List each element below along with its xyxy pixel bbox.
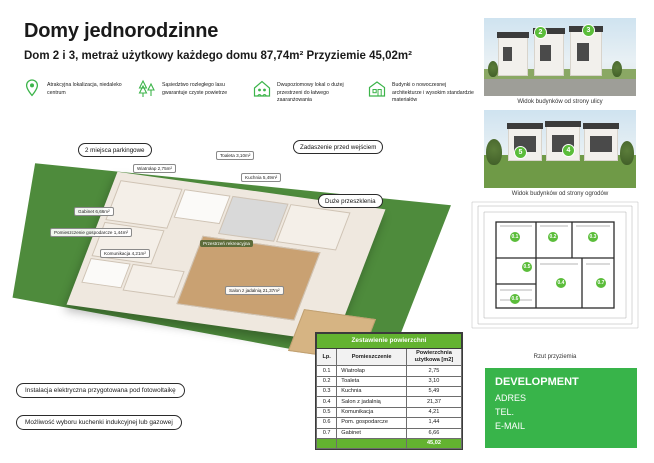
col-header-lp: Lp. bbox=[317, 349, 337, 366]
cell-lp: 0.4 bbox=[317, 397, 337, 407]
window bbox=[503, 47, 512, 61]
col-header-room: Pomieszczenie bbox=[337, 349, 407, 366]
forest-trees-icon bbox=[137, 78, 157, 100]
feature-label: Dwupoziomowy lokal o dużej przestrzeni do łatwego zaaranżowania bbox=[277, 82, 344, 104]
house-unit bbox=[498, 36, 528, 76]
tree bbox=[486, 139, 502, 165]
table-row bbox=[317, 428, 462, 438]
window bbox=[577, 43, 589, 61]
plan-marker: 0.4 bbox=[557, 280, 565, 286]
cell-room: Kuchnia bbox=[337, 387, 407, 397]
area-table bbox=[315, 332, 463, 450]
page-title: Domy jednorodzinne bbox=[24, 20, 219, 42]
cell-lp: 0.2 bbox=[317, 376, 337, 386]
house-unit bbox=[546, 125, 580, 161]
tree bbox=[612, 61, 622, 77]
render-photo-gardens bbox=[484, 110, 636, 188]
photo-caption-street: Widok budynków od strony ulicy bbox=[517, 99, 603, 105]
cell-area: 3,10 bbox=[406, 376, 461, 386]
plan-marker: 0.6 bbox=[511, 296, 519, 302]
plan-marker: 0.2 bbox=[549, 234, 557, 240]
room-komunikacja bbox=[123, 264, 185, 298]
room-tag-gabinet: Gabinet 6,66m² bbox=[74, 207, 114, 216]
roof bbox=[583, 123, 619, 129]
feature-item-two-level bbox=[252, 78, 359, 120]
table-row bbox=[317, 407, 462, 417]
cell-room: Komunikacja bbox=[337, 407, 407, 417]
feature-strip bbox=[22, 78, 474, 120]
roof bbox=[545, 121, 581, 127]
feature-item-modern-architecture bbox=[367, 78, 474, 120]
callout-entrance-canopy: Zadaszenie przed wejściem bbox=[293, 140, 383, 154]
cell-area: 4,21 bbox=[406, 407, 461, 417]
house-unit bbox=[584, 127, 618, 161]
cell-room: Pom. gospodarcze bbox=[337, 418, 407, 428]
room-salon-z-jadalnia bbox=[176, 236, 320, 321]
window bbox=[540, 45, 551, 61]
room-open-space bbox=[276, 204, 351, 250]
cell-room: Toaleta bbox=[337, 376, 407, 386]
table-row bbox=[317, 366, 462, 376]
callout-parking: 2 miejsca parkingowe bbox=[78, 143, 152, 157]
cell-lp: 0.7 bbox=[317, 428, 337, 438]
technical-plan-svg bbox=[470, 200, 640, 332]
house-people-icon bbox=[252, 78, 272, 100]
feature-item-location bbox=[22, 78, 129, 120]
room-toaleta bbox=[174, 189, 231, 224]
pill-pv-ready: Instalacja elektryczna przygotowana pod fotowoltaikę bbox=[16, 383, 185, 398]
developer-contact-box bbox=[485, 368, 637, 448]
table-row-total bbox=[317, 438, 462, 448]
cell-lp: 0.5 bbox=[317, 407, 337, 417]
area-table-title: Zestawienie powierzchni bbox=[317, 334, 462, 349]
roof bbox=[497, 32, 529, 38]
room-tag-komunikacja: Komunikacja 4,21m² bbox=[100, 249, 150, 258]
technical-floor-plan bbox=[470, 200, 640, 332]
total-spacer-1 bbox=[317, 438, 337, 448]
feature-label: Sąsiedztwo rozległego lasu gwarantuje czyste powietrze bbox=[162, 82, 228, 96]
building-marker: 5 bbox=[514, 146, 527, 159]
table-row bbox=[317, 397, 462, 407]
cell-area: 21,37 bbox=[406, 397, 461, 407]
plan-marker: 0.3 bbox=[589, 234, 597, 240]
technical-plan-caption: Rzut przyziemia bbox=[533, 354, 577, 360]
table-row bbox=[317, 376, 462, 386]
cell-lp: 0.1 bbox=[317, 366, 337, 376]
room-tag-kuchnia: Kuchnia 5,49m² bbox=[241, 173, 281, 182]
room-tag-wiatrolap: Wiatrołap 2,75m² bbox=[133, 164, 176, 173]
room-tag-toaleta: Toaleta 3,10m² bbox=[216, 151, 254, 160]
cell-area: 2,75 bbox=[406, 366, 461, 376]
glazing bbox=[590, 136, 612, 152]
feature-item-forest bbox=[137, 78, 244, 120]
cell-room: Salon z jadalnią bbox=[337, 397, 407, 407]
tree bbox=[620, 141, 634, 165]
render-photo-street bbox=[484, 18, 636, 96]
feature-label: Atrakcyjna lokalizacja, niedaleko centrum bbox=[47, 82, 122, 96]
plan-marker: 0.1 bbox=[511, 234, 519, 240]
col-header-area: Powierzchnia użytkowa [m2] bbox=[406, 349, 461, 366]
table-row bbox=[317, 418, 462, 428]
tree bbox=[488, 61, 498, 77]
plan-marker: 0.5 bbox=[523, 264, 531, 270]
feature-label: Budynki o nowoczesnej architekturze i wysokim standardzie materiałów bbox=[392, 82, 474, 104]
cell-area: 5,49 bbox=[406, 387, 461, 397]
cell-area: 1,44 bbox=[406, 418, 461, 428]
cell-total-area: 45,02 bbox=[406, 438, 461, 448]
modern-house-icon bbox=[367, 78, 387, 100]
roof bbox=[507, 123, 543, 129]
developer-name: DEVELOPMENT bbox=[495, 376, 579, 388]
table-row bbox=[317, 387, 462, 397]
room-pom-gospodarcze bbox=[81, 258, 130, 288]
plan-marker: 0.7 bbox=[597, 280, 605, 286]
location-pin-icon bbox=[22, 78, 42, 100]
callout-large-glazing: Duże przeszklenia bbox=[318, 194, 383, 208]
room-tag-pom-gospodarcze: Pomieszczenie gospodarcze 1,44m² bbox=[50, 228, 132, 237]
room-tag-recreation: Przestrzeń rekreacyjna bbox=[200, 240, 253, 247]
building-marker: 2 bbox=[534, 26, 547, 39]
developer-phone: TEL. bbox=[495, 406, 515, 417]
total-spacer-2 bbox=[337, 438, 407, 448]
developer-email: E-MAIL bbox=[495, 420, 526, 431]
developer-address: ADRES bbox=[495, 393, 527, 403]
page-subtitle: Dom 2 i 3, metraż użytkowy każdego domu 87,74m² Przyziemie 45,02m² bbox=[24, 50, 412, 62]
room-tag-salon: Salon z jadalnią 21,37m² bbox=[225, 286, 284, 295]
pill-cooker-choice: Możliwość wyboru kuchenki indukcyjnej lub gazowej bbox=[16, 415, 182, 430]
cell-lp: 0.3 bbox=[317, 387, 337, 397]
building-marker: 4 bbox=[562, 144, 575, 157]
cell-room: Gabinet bbox=[337, 428, 407, 438]
cell-area: 6,66 bbox=[406, 428, 461, 438]
road bbox=[484, 79, 636, 96]
cell-room: Wiatrołap bbox=[337, 366, 407, 376]
building-marker: 3 bbox=[582, 24, 595, 37]
photo-caption-gardens: Widok budynków od strony ogrodów bbox=[511, 191, 609, 197]
cell-lp: 0.6 bbox=[317, 418, 337, 428]
room-wiatrolap bbox=[105, 180, 182, 229]
